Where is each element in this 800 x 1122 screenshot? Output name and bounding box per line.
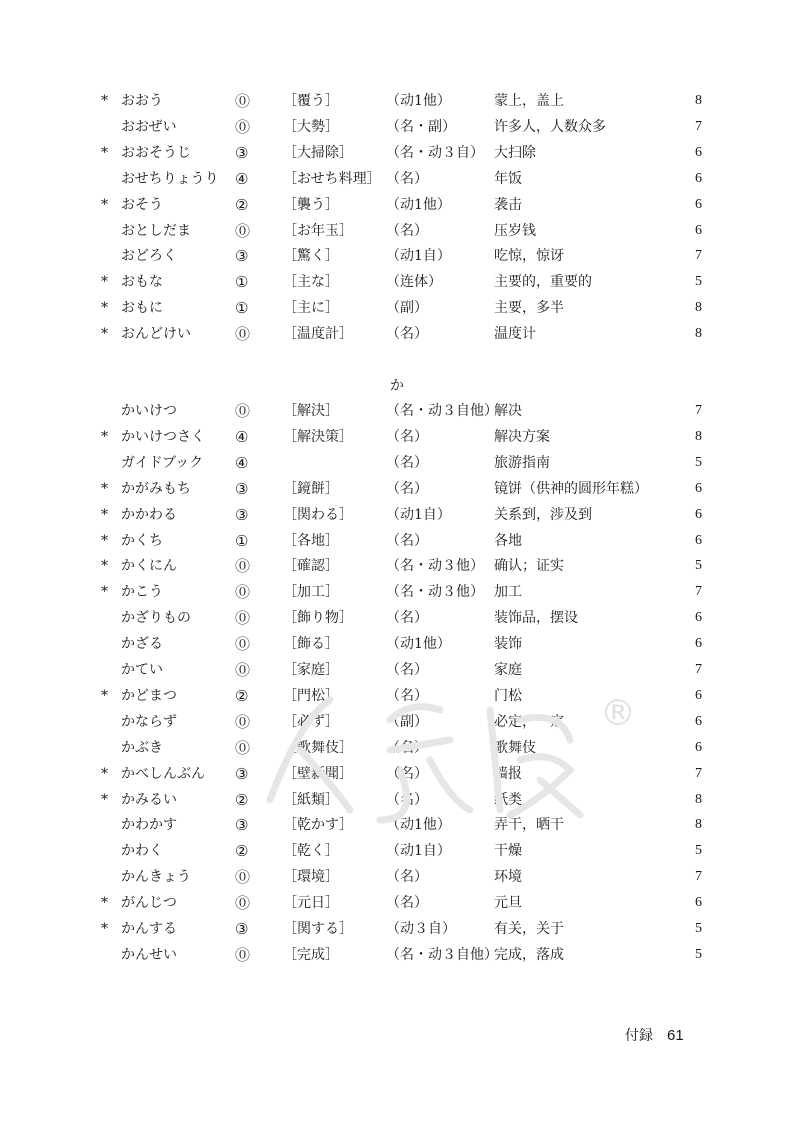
section-header-ka: か [390,378,404,394]
entry-reading: おとしだま [121,222,191,239]
entry-kanji: ［大勢］ [283,118,339,135]
entry-part-of-speech: （名・动３他） [386,558,484,575]
entry-lesson-number: 5 [695,921,702,936]
entry-meaning: 歌舞伎 [494,739,536,756]
entry-reading: かみるい [121,791,177,808]
entry-reading: かくにん [121,558,177,575]
star-marker: * [101,558,108,575]
entry-accent: ⓪ [235,221,251,240]
entry-row [0,605,800,631]
entry-kanji: ［乾かす］ [283,817,353,834]
entry-lesson-number: 5 [695,946,702,962]
entry-kanji: ［主に］ [283,300,339,317]
entry-row [0,398,800,424]
entry-kanji: ［壁新聞］ [283,765,353,782]
entry-kanji: ［大掃除］ [283,144,353,161]
entry-part-of-speech: （名） [386,687,428,704]
entry-part-of-speech: （名） [386,895,428,912]
entry-accent: ① [235,531,249,550]
entry-meaning: 墙报 [494,765,522,782]
entry-reading: かいけつさく [121,428,205,445]
entry-part-of-speech: （名） [386,326,428,343]
entry-accent: ⓪ [235,868,251,887]
page-footer [625,1026,684,1046]
entry-kanji: ［飾り物］ [283,610,353,627]
entry-reading: おせちりょうり [121,170,219,187]
entry-accent: ⓪ [235,92,251,110]
entry-accent: ⓪ [235,583,251,602]
entry-lesson-number: 6 [695,687,702,703]
entry-part-of-speech: （名） [386,222,428,239]
entry-meaning: 旅游指南 [494,454,550,471]
entry-row [0,890,800,916]
entry-lesson-number: 8 [695,428,702,444]
entry-lesson-number: 6 [695,532,702,548]
entry-row [0,502,800,528]
entry-row [0,243,800,269]
entry-reading: おもに [121,300,163,317]
entry-accent: ③ [235,247,249,266]
entry-row [0,218,800,244]
entry-reading: かんする [121,921,177,937]
entry-meaning: 大扫除 [494,144,536,161]
entry-meaning: 蒙上，盖上 [494,93,564,109]
entry-row [0,579,800,605]
entry-row [0,321,800,347]
entry-reading: おそう [121,196,163,213]
entry-kanji: ［鏡餅］ [283,480,339,497]
entry-reading: ガイドブック [121,454,204,471]
entry-row [0,683,800,709]
entry-kanji: ［お年玉］ [283,222,353,239]
star-marker: * [101,921,108,937]
star-marker: * [101,687,108,704]
entry-part-of-speech: （动1他） [386,636,451,653]
entry-lesson-number: 7 [695,869,702,885]
entry-lesson-number: 5 [695,558,702,574]
page-number: 61 [667,1027,684,1044]
entry-lesson-number: 8 [695,817,702,833]
star-marker: * [101,326,108,343]
entry-lesson-number: 6 [695,506,702,522]
entry-meaning: 压岁钱 [494,222,536,239]
entry-part-of-speech: （动1他） [386,817,451,834]
entry-row [0,838,800,864]
entry-lesson-number: 7 [695,765,702,781]
entry-accent: ① [235,273,249,292]
entry-lesson-number: 6 [695,196,702,212]
entry-row [0,657,800,683]
entry-meaning: 必定，一定 [494,713,564,730]
entry-row [0,812,800,838]
entry-part-of-speech: （名） [386,428,428,445]
entry-accent: ② [235,842,249,861]
entry-reading: かこう [121,584,163,601]
entry-part-of-speech: （名） [386,739,428,756]
entry-reading: かわかす [121,817,177,834]
entry-kanji: ［主な］ [283,274,339,291]
entry-accent: ⓪ [235,635,251,654]
entry-meaning: 关系到，涉及到 [494,506,592,523]
entry-accent: ② [235,195,249,214]
entry-kanji: ［元日］ [283,895,339,912]
entry-part-of-speech: （副） [386,713,428,730]
entry-row [0,269,800,295]
star-marker: * [101,765,108,782]
entry-reading: かならず [121,713,177,730]
entry-kanji: ［完成］ [283,946,339,963]
entry-lesson-number: 6 [695,713,702,729]
entry-accent: ⓪ [235,738,251,757]
entry-meaning: 干燥 [494,843,522,860]
entry-lesson-number: 5 [695,454,702,470]
entry-accent: ② [235,686,249,705]
entry-accent: ③ [235,143,249,162]
entry-lesson-number: 8 [695,326,702,342]
entry-accent: ⓪ [235,894,251,913]
entry-lesson-number: 7 [695,118,702,134]
star-marker: * [101,791,108,808]
entry-accent: ⓪ [235,117,251,136]
entry-lesson-number: 6 [695,144,702,160]
entry-row [0,942,800,968]
entry-part-of-speech: （名） [386,610,428,627]
entry-reading: かざる [121,636,163,653]
entry-meaning: 门松 [494,687,522,704]
star-marker: * [101,480,108,497]
entry-reading: かんきょう [121,869,191,886]
entry-part-of-speech: （动1他） [386,196,451,213]
entry-kanji: ［襲う］ [283,196,339,213]
entry-row [0,192,800,218]
entry-row [0,88,800,114]
star-marker: * [101,532,108,549]
entry-part-of-speech: （动1自） [386,506,451,523]
entry-reading: おおう [121,93,163,109]
entry-part-of-speech: （动1自） [386,248,451,265]
entry-meaning: 主要，多半 [494,300,564,317]
entry-meaning: 确认；证实 [494,558,564,575]
entry-reading: おもな [121,274,163,291]
entry-accent: ⓪ [235,661,251,679]
entry-meaning: 弄干，晒干 [494,817,564,834]
star-marker: * [101,196,108,213]
star-marker: * [101,506,108,523]
entry-reading: かいけつ [121,403,177,419]
entry-row [0,709,800,735]
entry-lesson-number: 8 [695,93,702,108]
entry-accent: ⓪ [235,609,251,628]
entry-part-of-speech: （副） [386,300,428,317]
entry-kanji: ［驚く］ [283,248,339,265]
entry-lesson-number: 6 [695,636,702,652]
entry-accent: ⓪ [235,945,251,964]
entry-accent: ⓪ [235,402,251,420]
entry-part-of-speech: （名） [386,454,428,471]
entry-meaning: 主要的，重要的 [494,274,592,291]
entry-meaning: 解决方案 [494,428,550,445]
entry-accent: ③ [235,479,249,498]
entry-kanji: ［温度計］ [283,326,353,343]
entry-lesson-number: 5 [695,843,702,859]
entry-kanji: ［覆う］ [283,93,339,109]
footer-label: 付録 [625,1028,653,1044]
star-marker: * [101,144,108,161]
entry-accent: ④ [235,169,249,188]
entry-reading: かんせい [121,946,177,963]
entry-part-of-speech: （动３自） [386,921,456,937]
entry-accent: ③ [235,505,249,524]
entry-meaning: 完成，落成 [494,946,564,963]
entry-part-of-speech: （名） [386,765,428,782]
entry-reading: おおぜい [121,118,177,135]
entry-reading: かべしんぶん [121,765,205,782]
entry-accent: ③ [235,920,249,938]
entry-kanji: ［確認］ [283,558,339,575]
star-marker: * [101,895,108,912]
entry-reading: かざりもの [121,610,191,627]
entry-lesson-number: 6 [695,480,702,496]
entry-meaning: 年饭 [494,170,522,187]
entry-row [0,916,800,942]
entry-accent: ⓪ [235,712,251,731]
entry-row [0,528,800,554]
entry-reading: かぶき [121,739,163,756]
entry-accent: ⓪ [235,557,251,576]
entry-accent: ④ [235,453,249,472]
entry-meaning: 装饰 [494,636,522,653]
entry-meaning: 纸类 [494,791,522,808]
entry-reading: かわく [121,843,163,860]
entry-kanji: ［おせち料理］ [283,170,381,187]
entry-part-of-speech: （名） [386,662,428,678]
entry-part-of-speech: （名） [386,869,428,886]
entry-lesson-number: 8 [695,791,702,807]
entry-kanji: ［解決］ [283,403,339,419]
entry-kanji: ［解決策］ [283,428,353,445]
entry-row [0,424,800,450]
entry-row [0,450,800,476]
entry-meaning: 温度计 [494,326,536,343]
star-marker: * [101,93,108,109]
entry-part-of-speech: （名） [386,170,428,187]
entry-kanji: ［必ず］ [283,713,339,730]
entry-part-of-speech: （动1自） [386,843,451,860]
entry-meaning: 许多人，人数众多 [494,118,606,135]
entry-kanji: ［歌舞伎］ [283,739,353,756]
entry-kanji: ［各地］ [283,532,339,549]
entry-kanji: ［飾る］ [283,636,339,653]
star-marker: * [101,300,108,317]
entry-row [0,761,800,787]
entry-part-of-speech: （名・动３自他） [386,403,498,419]
entry-meaning: 解决 [494,403,522,419]
star-marker: * [101,274,108,291]
entry-part-of-speech: （名・动３他） [386,584,484,601]
entry-lesson-number: 7 [695,662,702,677]
entry-lesson-number: 7 [695,403,702,418]
entry-part-of-speech: （名・动３自） [386,144,484,161]
entry-lesson-number: 7 [695,248,702,264]
entry-part-of-speech: （名・动３自他） [386,946,498,963]
star-marker: * [101,584,108,601]
entry-kanji: ［家庭］ [283,662,339,678]
entry-lesson-number: 7 [695,584,702,600]
entry-meaning: 元旦 [494,895,522,912]
entry-meaning: 各地 [494,532,522,549]
entry-row [0,787,800,813]
entry-meaning: 环境 [494,869,522,886]
entry-lesson-number: 8 [695,300,702,316]
entry-reading: かてい [121,662,163,678]
entry-part-of-speech: （名・副） [386,118,456,135]
entry-row [0,114,800,140]
entry-row [0,476,800,502]
entry-meaning: 加工 [494,584,522,601]
entry-kanji: ［紙類］ [283,791,339,808]
entry-accent: ① [235,299,249,318]
entry-reading: おんどけい [121,326,191,343]
entry-reading: おおそうじ [121,144,191,161]
entry-kanji: ［門松］ [283,687,339,704]
entry-part-of-speech: （名） [386,791,428,808]
entry-part-of-speech: （名） [386,480,428,497]
entry-reading: かかわる [121,506,177,523]
entry-meaning: 家庭 [494,662,522,678]
entry-row [0,735,800,761]
entry-reading: がんじつ [121,895,177,912]
entry-kanji: ［関わる］ [283,506,353,523]
watermark-registered-mark: ® [600,693,636,734]
entry-reading: かどまつ [121,687,177,704]
entry-accent: ③ [235,764,249,783]
entry-reading: かがみもち [121,480,191,497]
star-marker: * [101,428,108,445]
entry-row [0,295,800,321]
entry-meaning: 装饰品，摆设 [494,610,578,627]
entry-meaning: 吃惊，惊讶 [494,248,564,265]
entry-accent: ④ [235,427,249,446]
entry-kanji: ［関する］ [283,921,353,937]
entry-row [0,864,800,890]
entry-accent: ⓪ [235,325,251,344]
entry-meaning: 有关，关于 [494,921,564,937]
entry-kanji: ［乾く］ [283,843,339,860]
entry-row [0,631,800,657]
entry-accent: ② [235,790,249,809]
entry-lesson-number: 6 [695,739,702,755]
entry-part-of-speech: （动1他） [386,93,451,109]
entry-part-of-speech: （连体） [386,274,442,291]
entry-lesson-number: 6 [695,222,702,238]
entry-kanji: ［環境］ [283,869,339,886]
entry-kanji: ［加工］ [283,584,339,601]
entry-reading: おどろく [121,248,177,265]
entry-accent: ③ [235,816,249,835]
entry-row [0,166,800,192]
entry-part-of-speech: （名） [386,532,428,549]
entry-meaning: 袭击 [494,196,522,213]
entry-row [0,140,800,166]
entry-meaning: 镜饼（供神的圆形年糕） [494,480,648,497]
entry-lesson-number: 6 [695,170,702,186]
entry-lesson-number: 6 [695,610,702,626]
entry-reading: かくち [121,532,163,549]
entry-lesson-number: 6 [695,895,702,911]
entry-row [0,553,800,579]
entry-lesson-number: 5 [695,274,702,290]
